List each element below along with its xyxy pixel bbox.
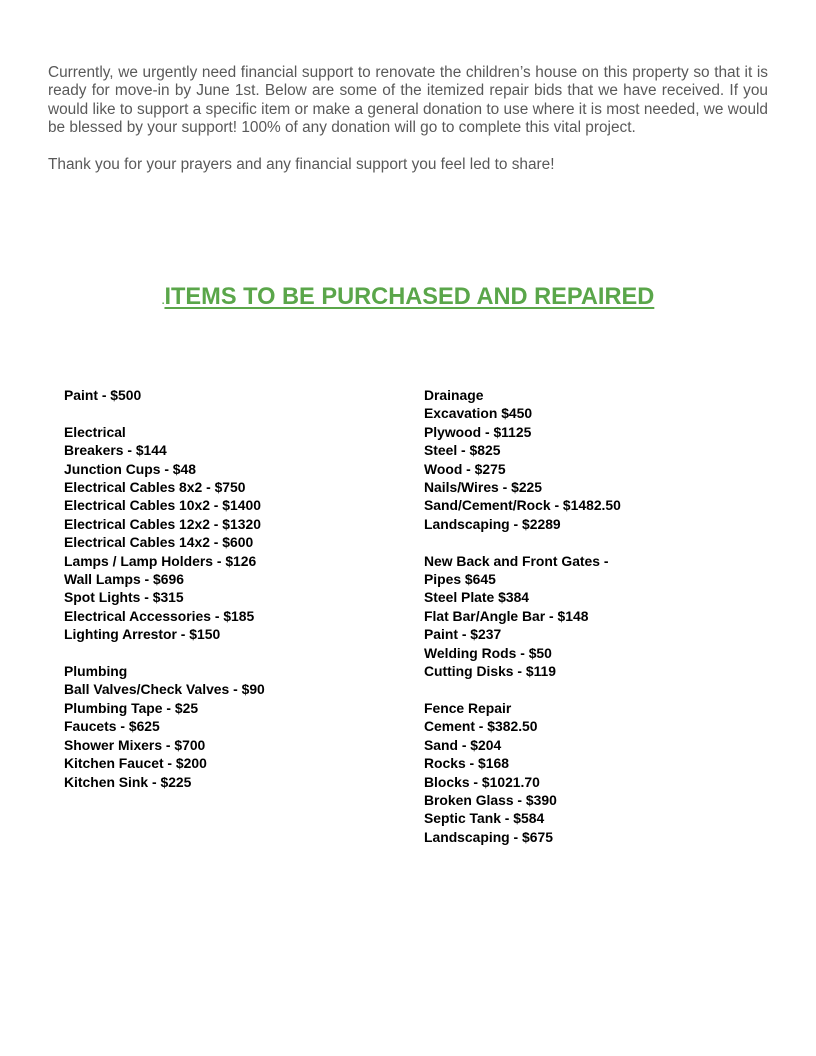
list-item: Rocks - $168	[424, 755, 509, 772]
list-item: Lighting Arrestor - $150	[64, 626, 221, 643]
list-item: Septic Tank - $584	[424, 810, 545, 827]
list-item: Steel - $825	[424, 442, 501, 459]
list-item: Lamps / Lamp Holders - $126	[64, 552, 257, 569]
list-item: Sand/Cement/Rock - $1482.50	[424, 497, 621, 514]
list-item: Electrical Cables 14x2 - $600	[64, 534, 254, 551]
list-item: Pipes $645	[424, 571, 496, 588]
drainage-group	[424, 386, 784, 533]
list-item: Excavation $450	[424, 405, 533, 422]
list-item: Flat Bar/Angle Bar - $148	[424, 607, 589, 624]
group-title: New Back and Front Gates -	[424, 552, 609, 569]
plumbing-group	[64, 662, 404, 791]
list-item: Spot Lights - $315	[64, 589, 184, 606]
group-title: Electrical	[64, 423, 126, 440]
fence-group	[424, 699, 784, 846]
list-item: Blocks - $1021.70	[424, 773, 540, 790]
heading-dot: .	[161, 296, 165, 307]
group-title: Drainage	[424, 387, 484, 403]
list-item: Breakers - $144	[64, 442, 167, 459]
list-item: Plumbing Tape - $25	[64, 699, 199, 716]
list-item: Welding Rods - $50	[424, 644, 552, 661]
intro-paragraph: Currently, we urgently need financial support to renovate the children’s house on this property so that it is ready for move-in by June 1st. Below are some of the itemized repair bids that we have received. If you would like to support a specific item or make a general donation to use where it is most needed, we would be blessed by your support! 100% of any donation will go to complete this vital project.	[48, 64, 768, 137]
group-title: Fence Repair	[424, 699, 512, 716]
list-item: Nails/Wires - $225	[424, 479, 543, 496]
list-item: Cutting Disks - $119	[424, 663, 557, 680]
list-item: Shower Mixers - $700	[64, 736, 206, 753]
heading-title: ITEMS TO BE PURCHASED AND REPAIRED	[164, 284, 655, 310]
gates-group	[424, 552, 784, 681]
list-item: Landscaping - $2289	[424, 515, 561, 532]
list-item: Faucets - $625	[64, 718, 160, 735]
list-item: Wall Lamps - $696	[64, 571, 184, 588]
list-item: Junction Cups - $48	[64, 460, 196, 477]
list-item: Electrical Cables 10x2 - $1400	[64, 497, 261, 514]
list-item: Electrical Accessories - $185	[64, 607, 255, 624]
list-item: Ball Valves/Check Valves - $90	[64, 681, 265, 698]
thank-you-paragraph: Thank you for your prayers and any financial support you feel led to share!	[48, 156, 555, 174]
list-item: Plywood - $1125	[424, 423, 532, 440]
list-item: Landscaping - $675	[424, 828, 553, 845]
intro-text	[48, 64, 768, 174]
list-item: Wood - $275	[424, 460, 506, 477]
list-item: Broken Glass - $390	[424, 791, 557, 808]
list-item: Electrical Cables 8x2 - $750	[64, 479, 246, 496]
items-left-column	[64, 386, 404, 791]
list-item: Paint - $237	[424, 626, 502, 643]
section-heading	[0, 284, 816, 311]
paint-group	[64, 386, 404, 404]
list-item: Steel Plate $384	[424, 589, 530, 606]
items-right-column	[424, 386, 784, 846]
list-item: Cement - $382.50	[424, 718, 538, 735]
list-item: Kitchen Sink - $225	[64, 773, 192, 790]
list-item: Sand - $204	[424, 736, 502, 753]
list-item: Kitchen Faucet - $200	[64, 755, 207, 772]
group-title: Plumbing	[64, 663, 128, 680]
list-item: Electrical Cables 12x2 - $1320	[64, 515, 261, 532]
list-item: Paint - $500	[64, 387, 142, 403]
electrical-group	[64, 423, 404, 644]
